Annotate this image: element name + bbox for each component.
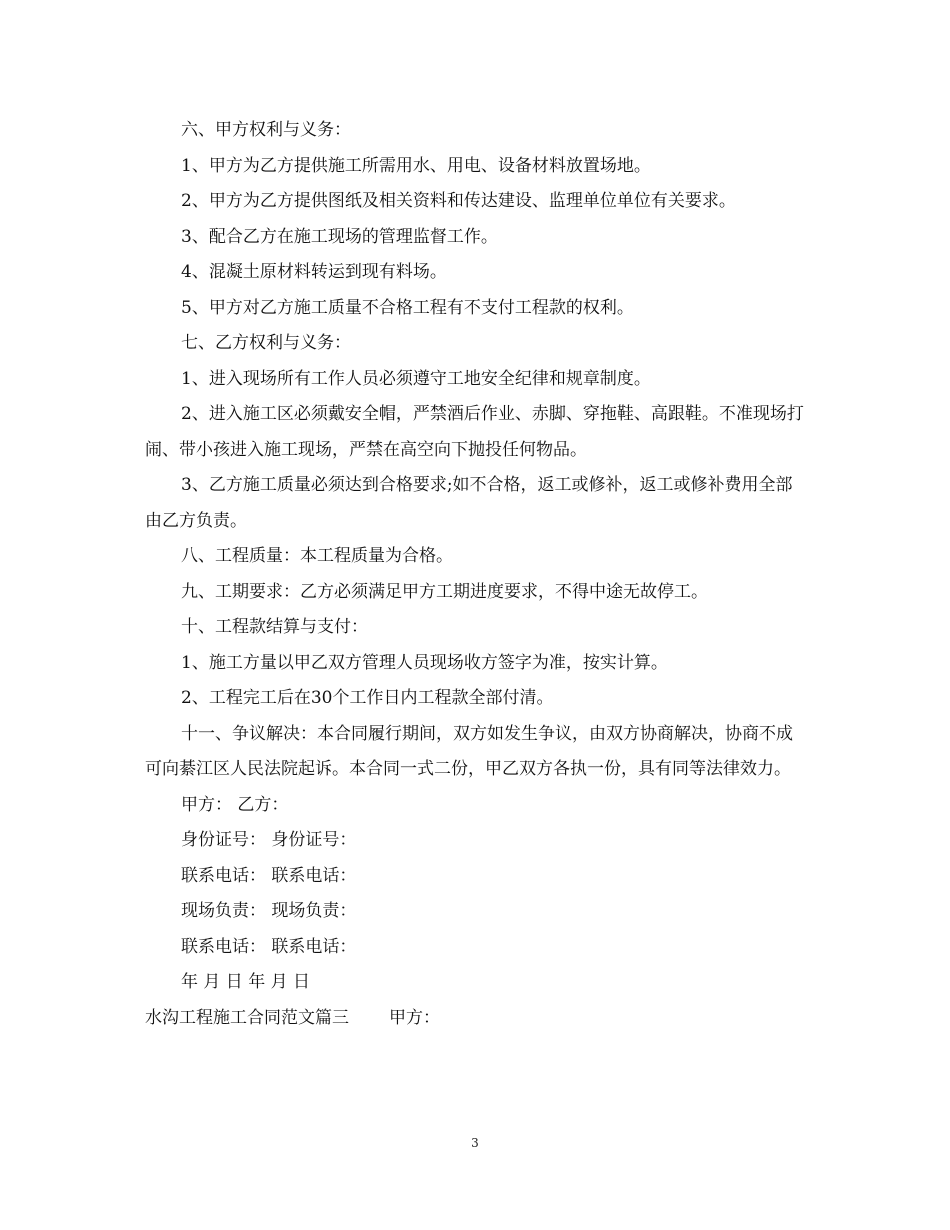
clause-party-b-2: 2、进入施工区必须戴安全帽，严禁酒后作业、赤脚、穿拖鞋、高跟鞋。不准现场打闹、带小孩进入施工现场，严禁在高空向下抛投任何物品。: [145, 404, 804, 460]
spacer: [349, 1001, 389, 1037]
section-heading-party-b-rights: 七、乙方权利与义务：: [181, 333, 351, 353]
clause-payment-1: 1、施工方量以甲乙双方管理人员现场收方签字为准，按实计算。: [181, 652, 668, 673]
signature-phone-2: 联系电话： 联系电话：: [181, 936, 357, 957]
section-heading-party-a-rights: 六、甲方权利与义务：: [181, 120, 351, 140]
clause-party-b-1: 1、进入现场所有工作人员必须遵守工地安全纪律和规章制度。: [181, 368, 651, 389]
clause-party-a-2: 2、甲方为乙方提供图纸及相关资料和传达建设、监理单位单位有关要求。: [181, 191, 736, 211]
signature-phone: 联系电话： 联系电话：: [181, 865, 357, 886]
signature-date: 年 月 日 年 月 日: [181, 972, 311, 992]
document-body: [145, 113, 805, 1036]
next-contract-party-a: 甲方：: [389, 1007, 440, 1028]
signature-id-numbers: 身份证号： 身份证号：: [181, 830, 357, 850]
next-contract-line: [145, 1001, 805, 1037]
section-quality: 八、工程质量：本工程质量为合格。: [181, 546, 453, 566]
section-dispute: 十一、争议解决：本合同履行期间，双方如发生争议，由双方协商解决，协商不成可向綦江区人民法院起诉。本合同一式二份，甲乙双方各执一份，具有同等法律效力。: [145, 723, 793, 779]
section-heading-payment: 十、工程款结算与支付：: [181, 617, 368, 637]
signature-parties: 甲方： 乙方：: [181, 794, 289, 815]
clause-party-a-1: 1、甲方为乙方提供施工所需用水、用电、设备材料放置场地。: [181, 155, 651, 176]
clause-party-a-4: 4、混凝土原材料转运到现有料场。: [181, 262, 447, 282]
clause-party-a-3: 3、配合乙方在施工现场的管理监督工作。: [181, 226, 498, 247]
clause-party-b-3: 3、乙方施工质量必须达到合格要求;如不合格，返工或修补，返工或修补费用全部由乙方负责。: [145, 475, 793, 531]
page-number: 3: [471, 1136, 479, 1150]
clause-party-a-5: 5、甲方对乙方施工质量不合格工程有不支付工程款的权利。: [181, 297, 634, 318]
section-schedule: 九、工期要求：乙方必须满足甲方工期进度要求，不得中途无故停工。: [181, 581, 708, 602]
clause-payment-2: 2、工程完工后在30个工作日内工程款全部付清。: [181, 688, 554, 708]
next-contract-title: 水沟工程施工合同范文篇三: [145, 1007, 349, 1028]
signature-site-manager: 现场负责： 现场负责：: [181, 901, 357, 921]
